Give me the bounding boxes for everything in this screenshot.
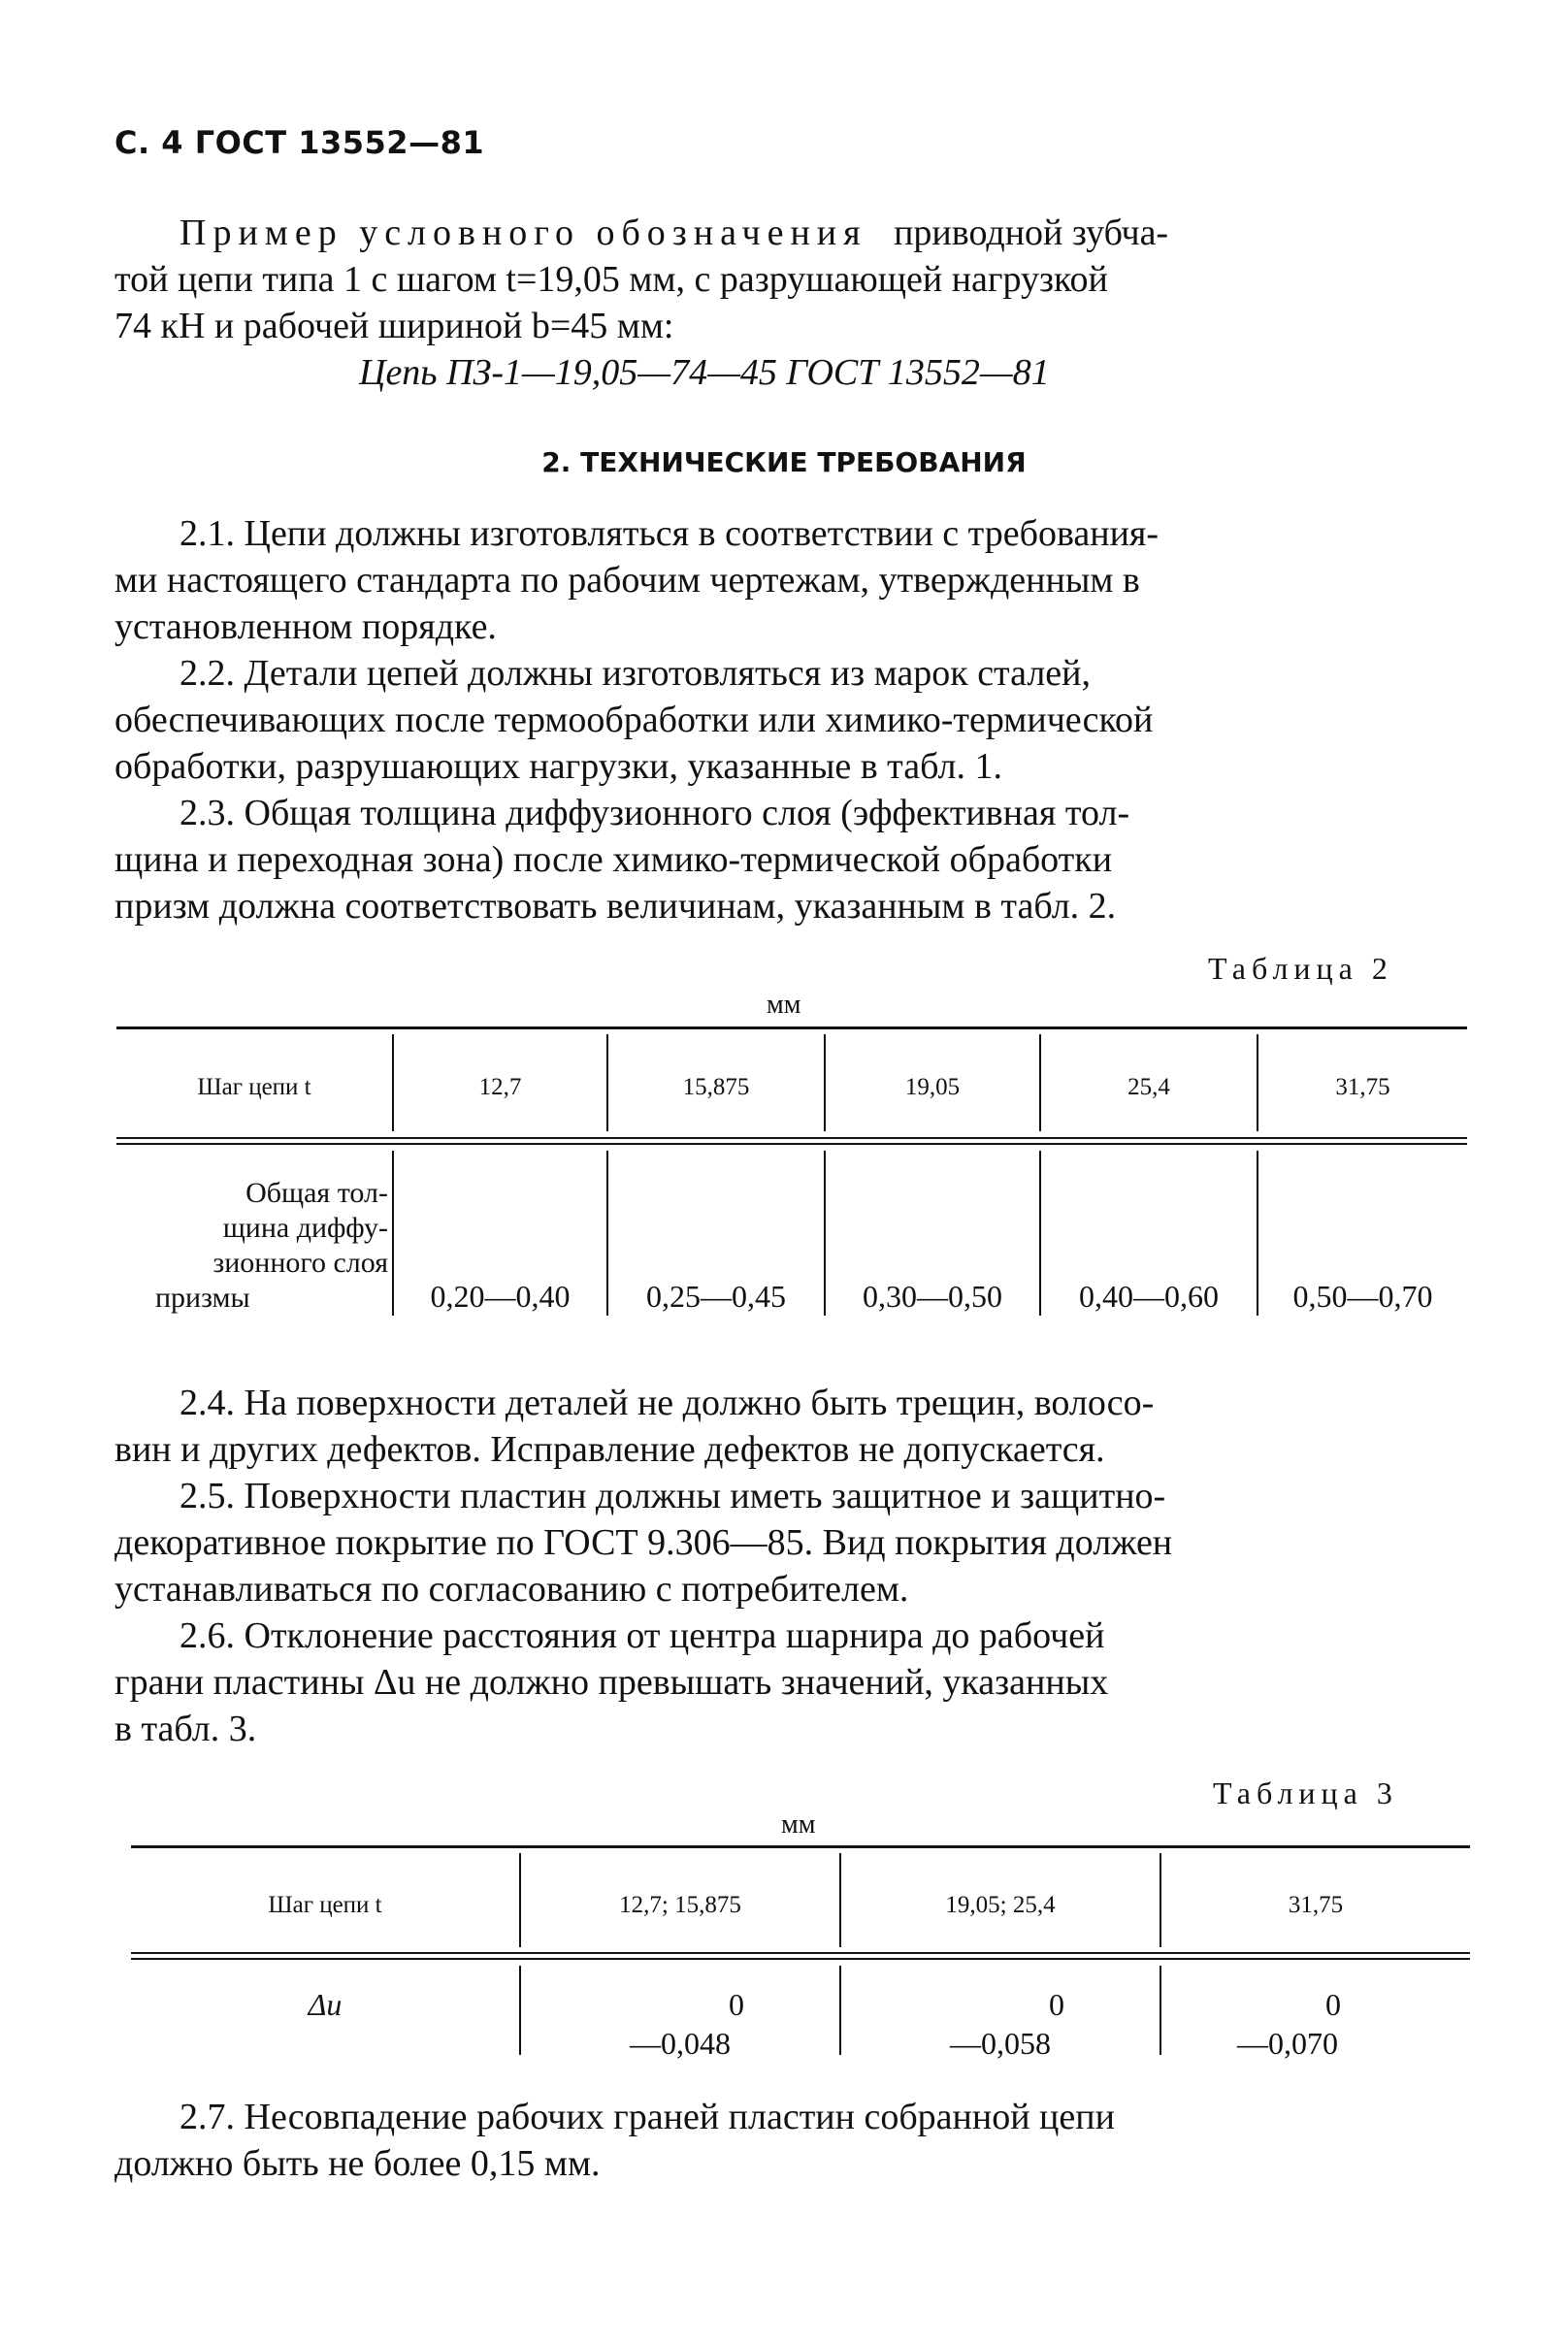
para-2-5-line-3: устанавливаться по согласованию с потребителем.: [114, 1569, 909, 1610]
para-2-2-line-3: обработки, разрушающих нагрузки, указанные в табл. 1.: [114, 746, 1002, 787]
example-line-2: той цепи типа 1 с шагом t=19,05 мм, с разрушающей нагрузкой: [114, 259, 1108, 300]
para-2-4-line-2: вин и других дефектов. Исправление дефектов не допускается.: [114, 1429, 1105, 1470]
table-2-header-value: 25,4: [1127, 1074, 1170, 1100]
table-2-header-value: 31,75: [1335, 1074, 1390, 1100]
example-line-3: 74 кН и рабочей шириной b=45 мм:: [114, 306, 674, 346]
table-3-upper-value: 0: [1049, 1987, 1064, 2022]
table-2-row-value: 0,40—0,60: [1079, 1279, 1219, 1314]
table-3-lower-value: —0,058: [950, 2026, 1051, 2061]
table-3-row-label: Δu: [308, 1987, 343, 2022]
para-2-6-line-1: 2.6. Отклонение расстояния от центра шарнира до рабочей: [180, 1615, 1105, 1656]
table-2-header-value: 15,875: [682, 1074, 750, 1100]
table-2-row-label: Общая тол- щина диффу- зионного слоя призмы: [155, 1177, 388, 1314]
table-3-lower-value: —0,048: [630, 2026, 731, 2061]
table-3-caption: Таблица 3: [1213, 1775, 1398, 1810]
para-2-3-line-3: призм должна соответствовать величинам, указанным в табл. 2.: [114, 886, 1117, 927]
table-2-caption: Таблица 2: [1208, 951, 1393, 986]
para-2-5-line-1: 2.5. Поверхности пластин должны иметь защитное и защитно-: [180, 1476, 1166, 1516]
para-2-6-line-3: в табл. 3.: [114, 1709, 257, 1749]
para-2-7-line-1: 2.7. Несовпадение рабочих граней пластин собранной цепи: [180, 2097, 1115, 2137]
page-header: С. 4 ГОСТ 13552—81: [114, 124, 485, 161]
section-title: 2. ТЕХНИЧЕСКИЕ ТРЕБОВАНИЯ: [541, 446, 1027, 478]
para-2-6-line-2: грани пластины Δu не должно превышать значений, указанных: [114, 1662, 1109, 1703]
table-3-lower-value: —0,070: [1237, 2026, 1338, 2061]
example-spaced-text: Пример условного обозначения: [180, 212, 867, 253]
table-2-header-value: 19,05: [904, 1074, 961, 1100]
para-2-3-line-1: 2.3. Общая толщина диффузионного слоя (эффективная тол-: [180, 793, 1130, 833]
para-2-2-line-2: обеспечивающих после термообработки или химико-термической: [114, 700, 1154, 740]
table-3-header-value: 31,75: [1288, 1892, 1344, 1918]
table-2-header-value: 12,7: [478, 1074, 522, 1100]
para-2-1-line-3: установленном порядке.: [114, 606, 497, 647]
para-2-1-line-1: 2.1. Цепи должны изготовляться в соответствии с требования-: [180, 513, 1160, 554]
table-2-row-value: 0,25—0,45: [646, 1279, 786, 1314]
example-rest-text: приводной зубча-: [894, 212, 1169, 253]
table-3-unit: мм: [781, 1809, 816, 1840]
table-3-header-label: Шаг цепи t: [268, 1892, 382, 1918]
table-2-header-label: Шаг цепи t: [197, 1074, 311, 1100]
example-line-1: [180, 212, 1168, 254]
para-2-4-line-1: 2.4. На поверхности деталей не должно быть трещин, волосо-: [180, 1383, 1155, 1423]
table-2-row-value: 0,20—0,40: [430, 1279, 571, 1314]
chain-designation: Цепь ПЗ-1—19,05—74—45 ГОСТ 13552—81: [359, 352, 1050, 393]
para-2-1-line-2: ми настоящего стандарта по рабочим чертежам, утвержденным в: [114, 560, 1140, 601]
table-2-row-value: 0,30—0,50: [863, 1279, 1002, 1314]
table-3-header-value: 19,05; 25,4: [945, 1892, 1056, 1918]
para-2-7-line-2: должно быть не более 0,15 мм.: [114, 2143, 601, 2184]
para-2-3-line-2: щина и переходная зона) после химико-термической обработки: [114, 839, 1113, 880]
table-3-upper-value: 0: [1325, 1987, 1341, 2022]
table-3-header-value: 12,7; 15,875: [619, 1892, 741, 1918]
table-3-upper-value: 0: [729, 1987, 744, 2022]
para-2-2-line-1: 2.2. Детали цепей должны изготовляться из марок сталей,: [180, 653, 1091, 694]
table-2-row-value: 0,50—0,70: [1292, 1279, 1433, 1314]
para-2-5-line-2: декоративное покрытие по ГОСТ 9.306—85. Вид покрытия должен: [114, 1522, 1173, 1563]
table-2-unit: мм: [767, 990, 801, 1020]
